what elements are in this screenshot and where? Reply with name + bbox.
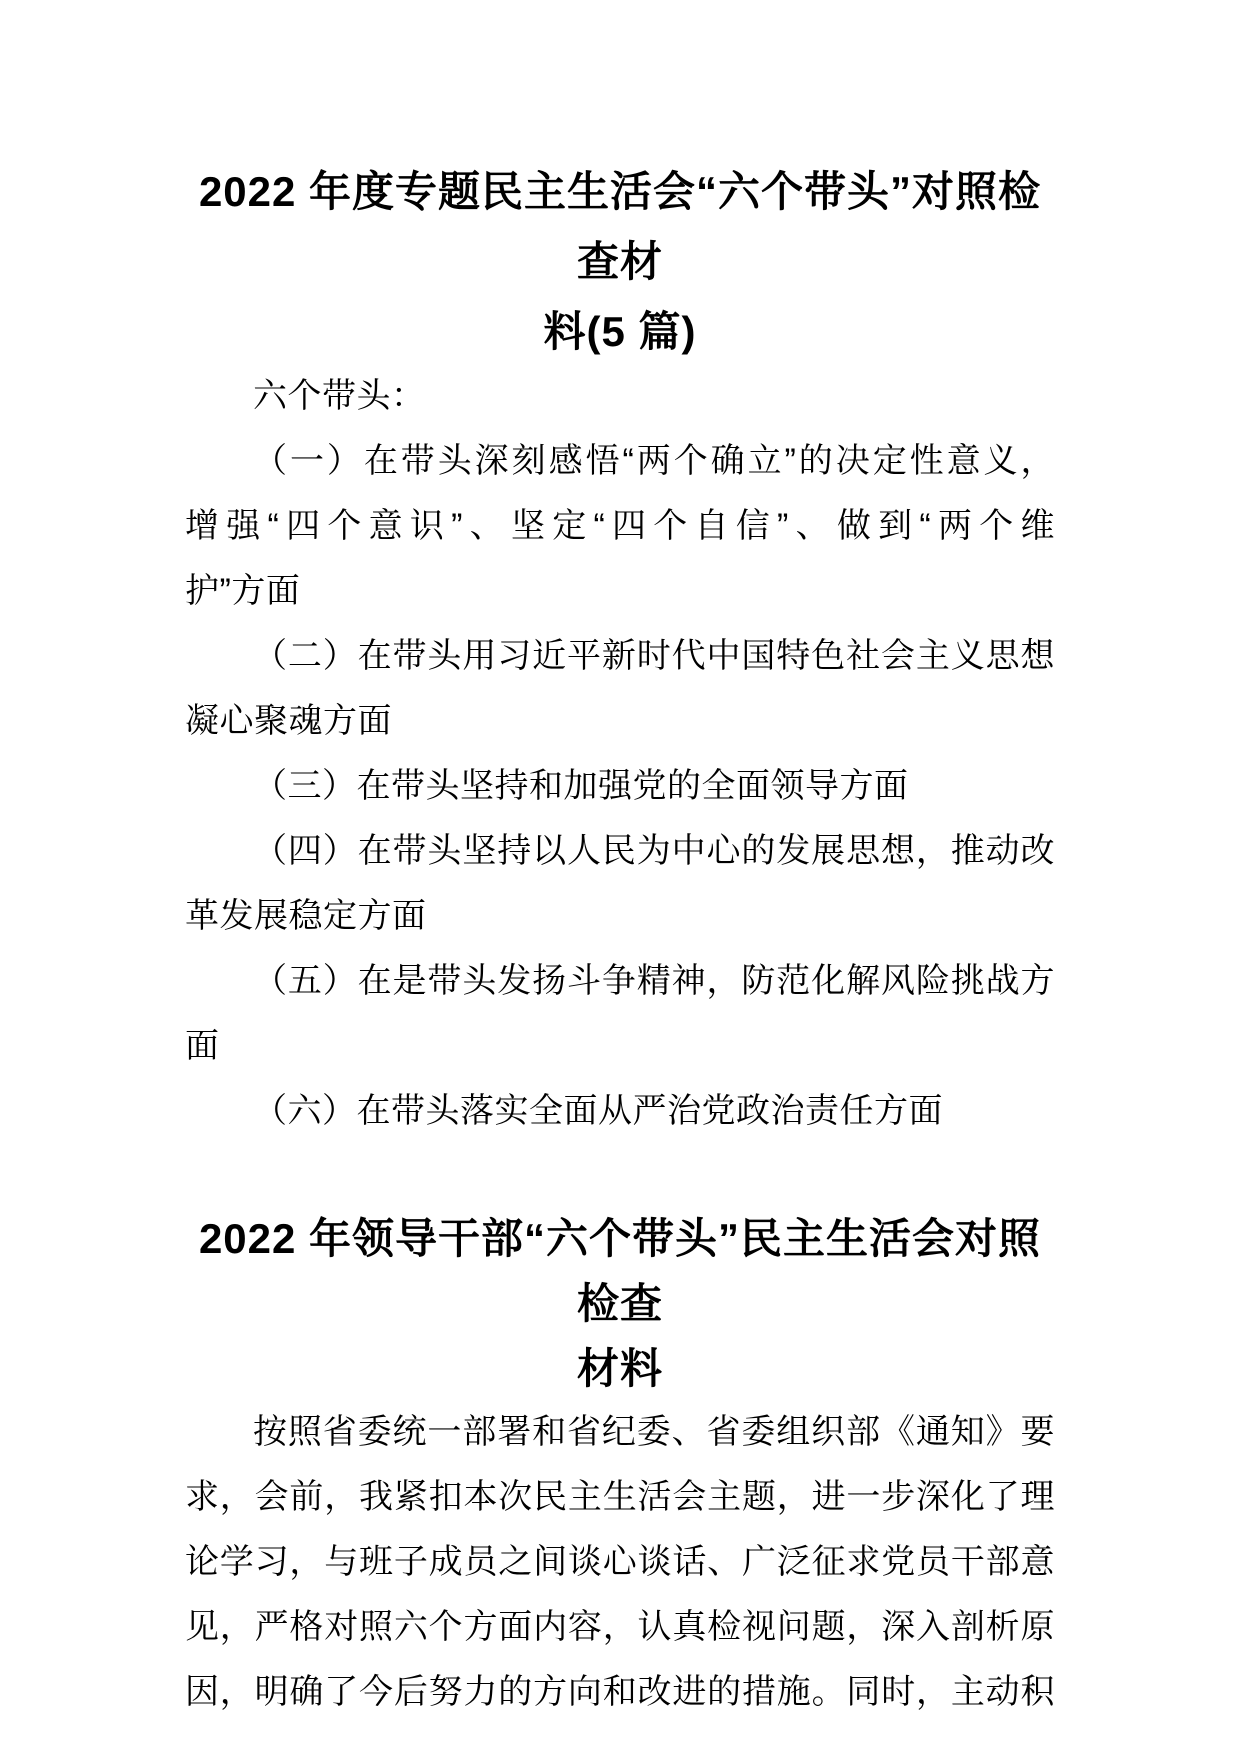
body-line: 见，严格对照六个方面内容，认真检视问题，深入剖析原 — [185, 1608, 1055, 1646]
list-item-1 — [185, 429, 1055, 624]
body-line: 因，明确了今后努力的方向和改进的措施。同时，主动积 — [185, 1673, 1055, 1711]
paragraph-intro — [185, 364, 1055, 429]
body-line: （三）在带头坚持和加强党的全面领导方面 — [253, 767, 909, 805]
body-line: 六个带头： — [253, 377, 426, 415]
list-item-5 — [185, 949, 1055, 1079]
doc-title — [185, 157, 1055, 367]
body-line: 革发展稳定方面 — [185, 897, 427, 935]
body-line: 求，会前，我紧扣本次民主生活会主题，进一步深化了理 — [185, 1478, 1055, 1516]
paragraph-article2-body — [185, 1400, 1055, 1725]
list-item-4 — [185, 819, 1055, 949]
article2-body — [185, 1400, 1055, 1725]
body-line: 护”方面 — [185, 572, 301, 610]
body-line: （五）在是带头发扬斗争精神，防范化解风险挑战方 — [253, 962, 1055, 1000]
list-item-3 — [185, 754, 1055, 819]
article2-title-line-2: 材料 — [576, 1345, 663, 1392]
list-item-2 — [185, 624, 1055, 754]
article2-title-line-1: 2022 年领导干部“六个带头”民主生活会对照检查 — [198, 1215, 1042, 1327]
body-line: 论学习，与班子成员之间谈心谈话、广泛征求党员干部意 — [185, 1543, 1055, 1581]
list-six-leads — [185, 364, 1055, 1144]
doc-title-line-1: 2022 年度专题民主生活会“六个带头”对照检查材 — [198, 168, 1042, 285]
article2-title — [185, 1206, 1055, 1401]
body-line: 按照省委统一部署和省纪委、省委组织部《通知》要 — [253, 1413, 1055, 1451]
body-line: （六）在带头落实全面从严治党政治责任方面 — [253, 1092, 943, 1130]
doc-title-line-2: 料(5 篇) — [543, 308, 697, 355]
body-line: 面 — [185, 1027, 220, 1065]
body-line: （四）在带头坚持以人民为中心的发展思想，推动改 — [253, 832, 1055, 870]
document-content — [185, 157, 1055, 1725]
body-line: （一）在带头深刻感悟“两个确立”的决定性意义， — [253, 442, 1055, 480]
body-line: 增强“四个意识”、坚定“四个自信”、做到“两个维 — [185, 507, 1055, 545]
body-line: 凝心聚魂方面 — [185, 702, 392, 740]
body-line: （二）在带头用习近平新时代中国特色社会主义思想 — [253, 637, 1055, 675]
list-item-6 — [185, 1079, 1055, 1144]
